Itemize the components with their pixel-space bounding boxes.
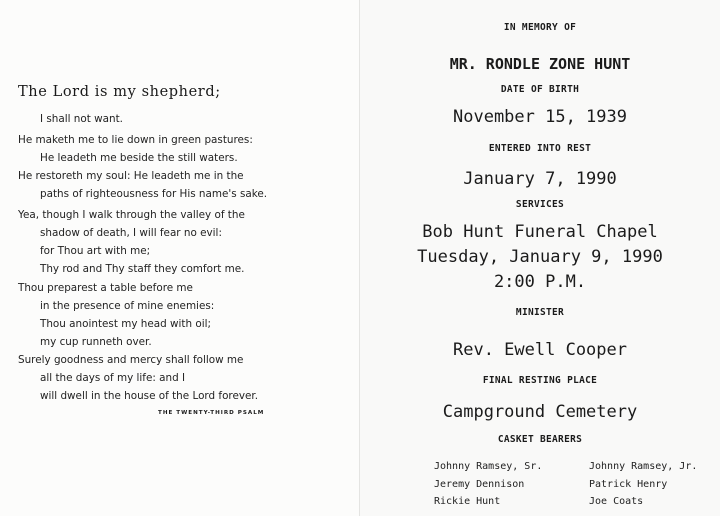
psalm-line: paths of righteousness for His name's sake. — [40, 188, 268, 200]
services-date: Tuesday, January 9, 1990 — [417, 247, 663, 267]
casket-bearers-label: CASKET BEARERS — [497, 434, 583, 445]
bearer-name: Johnny Ramsey, Jr. — [589, 461, 698, 472]
psalm-stanza-2 — [18, 131, 253, 167]
minister-label: MINISTER — [515, 307, 565, 318]
date-of-death: January 7, 1990 — [463, 169, 617, 189]
psalm-stanza-6 — [18, 351, 258, 405]
psalm-title: The Lord is my shepherd; — [18, 84, 221, 100]
services-place: Bob Hunt Funeral Chapel — [422, 222, 658, 242]
psalm-credit: THE TWENTY-THIRD PSALM — [158, 410, 265, 416]
psalm-line: Yea, though I walk through the valley of the — [18, 209, 245, 221]
psalm-line: Thou anointest my head with oil; — [40, 318, 212, 330]
memorial-page — [360, 0, 720, 516]
psalm-line: for Thou art with me; — [40, 245, 151, 257]
deceased-name: MR. RONDLE ZONE HUNT — [449, 55, 631, 73]
psalm-stanza-3 — [18, 167, 267, 203]
psalm-stanza-4 — [18, 206, 245, 278]
psalm-line: all the days of my life: and I — [40, 372, 186, 384]
psalm-line: He restoreth my soul: He leadeth me in the — [18, 170, 244, 182]
psalm-line: in the presence of mine enemies: — [40, 300, 215, 312]
psalm-line: Thou preparest a table before me — [18, 282, 193, 294]
entered-rest-label: ENTERED INTO REST — [488, 143, 592, 154]
bearer-name: Jeremy Dennison — [434, 478, 525, 490]
services-time: 2:00 P.M. — [493, 272, 587, 292]
psalm-line: Surely goodness and mercy shall follow me — [18, 354, 244, 366]
services-label: SERVICES — [515, 199, 565, 210]
psalm-line: He leadeth me beside the still waters. — [40, 152, 238, 164]
date-of-birth: November 15, 1939 — [453, 107, 627, 127]
psalm-line: will dwell in the house of the Lord forever. — [40, 390, 259, 402]
psalm-line: He maketh me to lie down in green pastures: — [18, 134, 253, 146]
psalm-line: I shall not want. — [40, 113, 123, 125]
bearer-name: Joe Coats — [589, 496, 644, 507]
psalm-stanza-1 — [18, 110, 123, 128]
dob-label: DATE OF BIRTH — [500, 84, 580, 95]
bearer-name: Patrick Henry — [589, 478, 668, 490]
in-memory-label: IN MEMORY OF — [503, 22, 577, 33]
psalm-line: my cup runneth over. — [40, 336, 152, 348]
bearers-left-column — [434, 458, 542, 511]
psalm-stanza-5 — [18, 279, 214, 351]
resting-place-label: FINAL RESTING PLACE — [482, 375, 598, 386]
bearers-right-column — [589, 458, 697, 511]
psalm-line: Thy rod and Thy staff they comfort me. — [40, 263, 245, 275]
psalm-line: shadow of death, I will fear no evil: — [40, 227, 222, 239]
resting-place: Campground Cemetery — [442, 402, 638, 422]
bearer-name: Johnny Ramsey, Sr. — [434, 461, 543, 472]
minister-name: Rev. Ewell Cooper — [453, 340, 627, 360]
bearer-name: Rickie Hunt — [434, 496, 501, 507]
